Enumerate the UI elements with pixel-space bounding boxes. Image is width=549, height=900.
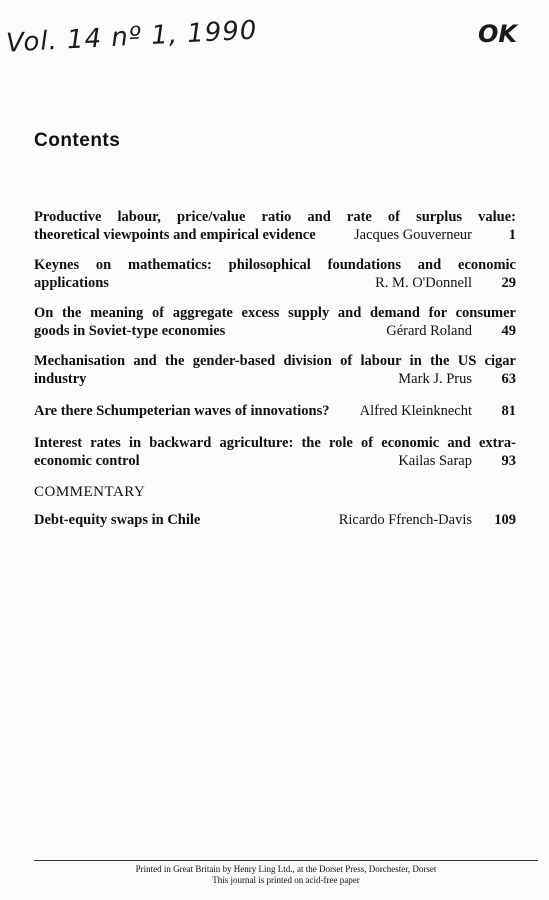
- entry-page-number: 49: [501, 323, 516, 339]
- contents-entry: [34, 304, 516, 340]
- entry-author: R. M. O'Donnell: [375, 275, 472, 291]
- entry-page-number: 93: [501, 453, 516, 469]
- footer-rule: [34, 860, 538, 861]
- contents-entry: [34, 352, 516, 388]
- entry-title-end: Debt-equity swaps in Chile: [34, 512, 201, 528]
- entry-last-line: [34, 452, 516, 470]
- entry-author: Ricardo Ffrench-Davis: [338, 512, 472, 528]
- entry-last-line: [34, 370, 516, 388]
- handwritten-ok-note: OK: [478, 20, 517, 48]
- entry-title-line: On the meaning of aggregate excess supply and demand for consumer: [34, 305, 516, 321]
- entry-page-number: 1: [508, 227, 516, 243]
- contents-heading: Contents: [34, 130, 121, 151]
- entry-author: Alfred Kleinknecht: [359, 403, 472, 419]
- entry-title-line: Interest rates in backward agriculture: the role of economic and extra-: [34, 435, 516, 451]
- entry-last-line: [34, 226, 516, 244]
- entry-last-line: [34, 274, 516, 292]
- handwritten-volume-note: Vol. 14 nº 1, 1990: [5, 15, 259, 59]
- entry-title-line: Keynes on mathematics: philosophical foundations and economic: [34, 257, 516, 273]
- commentary-label: COMMENTARY: [34, 484, 146, 500]
- contents-entry: [34, 208, 516, 244]
- entry-last-line: [34, 511, 516, 529]
- entry-page-number: 63: [501, 371, 516, 387]
- contents-entry: [34, 434, 516, 470]
- entry-last-line: [34, 402, 516, 420]
- entry-author: Jacques Gouverneur: [354, 227, 472, 243]
- entry-title-end: theoretical viewpoints and empirical evidence: [34, 227, 316, 243]
- entry-title-end: goods in Soviet-type economies: [34, 323, 226, 339]
- entry-title-end: applications: [34, 275, 109, 291]
- entry-page-number: 81: [501, 403, 516, 419]
- entry-author: Mark J. Prus: [398, 371, 472, 387]
- entry-title-end: economic control: [34, 453, 140, 469]
- entry-title-line: Mechanisation and the gender-based division of labour in the US cigar: [34, 353, 516, 369]
- printer-footer: [34, 864, 538, 886]
- contents-entry: [34, 402, 516, 420]
- entry-page-number: 29: [501, 275, 516, 291]
- entry-page-number: 109: [494, 512, 516, 528]
- contents-entry: [34, 256, 516, 292]
- commentary-entry: [34, 511, 516, 529]
- entry-title-end: industry: [34, 371, 87, 387]
- entry-author: Gérard Roland: [386, 323, 472, 339]
- entry-title-end: Are there Schumpeterian waves of innovations?: [34, 403, 330, 419]
- entry-last-line: [34, 322, 516, 340]
- entry-title-line: Productive labour, price/value ratio and rate of surplus value:: [34, 209, 516, 225]
- footer-printer-line: Printed in Great Britain by Henry Ling Ltd., at the Dorset Press, Dorchester, Dorset: [135, 864, 437, 874]
- footer-paper-line: This journal is printed on acid-free paper: [212, 875, 360, 885]
- entry-author: Kailas Sarap: [398, 453, 472, 469]
